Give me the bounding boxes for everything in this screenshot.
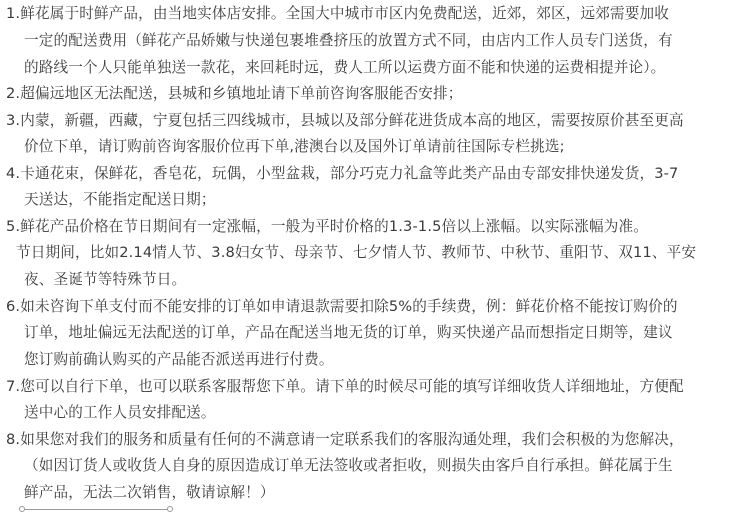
notice-line: 订单，地址偏远无法配送的订单，产品在配送当地无货的订单，购买快递产品而想指定日期等，建议 (24, 324, 673, 341)
notice-line: 价位下单，请订购前咨询客服价位再下单,港澳台以及国外订单请前往国际专栏挑选; (24, 138, 565, 155)
notice-line: 送中心的工作人员安排配送。 (24, 404, 216, 421)
notice-line: 天送达，不能指定配送日期； (24, 191, 216, 208)
notice-line: 3.内蒙，新疆，西藏，宁夏包括三四线城市，县城以及部分鲜花进货成本高的地区，需要按原价甚至更高 (6, 112, 684, 129)
notice-line: 1.鲜花属于时鲜产品，由当地实体店安排。全国大中城市市区内免费配送，近郊，郊区，远郊需要加收 (6, 5, 669, 22)
notice-line: 夜、圣诞节等特殊节日。 (24, 271, 187, 288)
notice-line: 节日期间，比如2.14情人节、3.8妇女节、母亲节、七夕情人节、教师节、中秋节、重阳节、双11、平安 (16, 244, 697, 261)
notice-line: 4.卡通花束，保鲜花，香皂花，玩偶，小型盆栽，部分巧克力礼盒等此类产品由专部安排快递发货，3-7 (6, 165, 679, 182)
notice-line: 一定的配送费用（鲜花产品娇嫩与快递包裹堆叠挤压的放置方式不同，由店内工作人员专门送货，有 (24, 32, 673, 49)
divider-end-dot (167, 506, 173, 512)
notice-line: 鲜产品，无法二次销售，敬请谅解！） (24, 484, 275, 501)
decorative-divider (22, 509, 170, 510)
notice-line: 的路线一个人只能单独送一款花，来回耗时远，费人工所以运费方面不能和快递的运费相提并论）。 (24, 59, 666, 76)
notice-line: 您订购前确认购买的产品能否派送再进行付费。 (24, 351, 334, 368)
notice-line: 5.鲜花产品价格在节日期间有一定涨幅，一般为平时价格的1.3-1.5倍以上涨幅。以实际涨幅为准。 (6, 218, 648, 235)
divider-end-dot (19, 506, 25, 512)
notice-line: （如因订货人或收货人自身的原因造成订单无法签收或者拒收，则损失由客戶自行承担。鲜花属于生 (24, 457, 673, 474)
notice-line: 8.如果您对我们的服务和质量有任何的不满意请一定联系我们的客服沟通处理，我们会积极的为您解决， (6, 431, 684, 448)
notice-line: 6.如未咨询下单支付而不能安排的订单如申请退款需要扣除5%的手续费，例：鲜花价格不能按订购价的 (6, 298, 678, 315)
notice-line: 2.超偏远地区无法配送，县城和乡镇地址请下单前咨询客服能否安排； (6, 85, 463, 102)
notice-line: 7.您可以自行下单，也可以联系客服帮您下单。请下单的时候尽可能的填写详细收货人详细地址，方便配 (6, 378, 684, 395)
